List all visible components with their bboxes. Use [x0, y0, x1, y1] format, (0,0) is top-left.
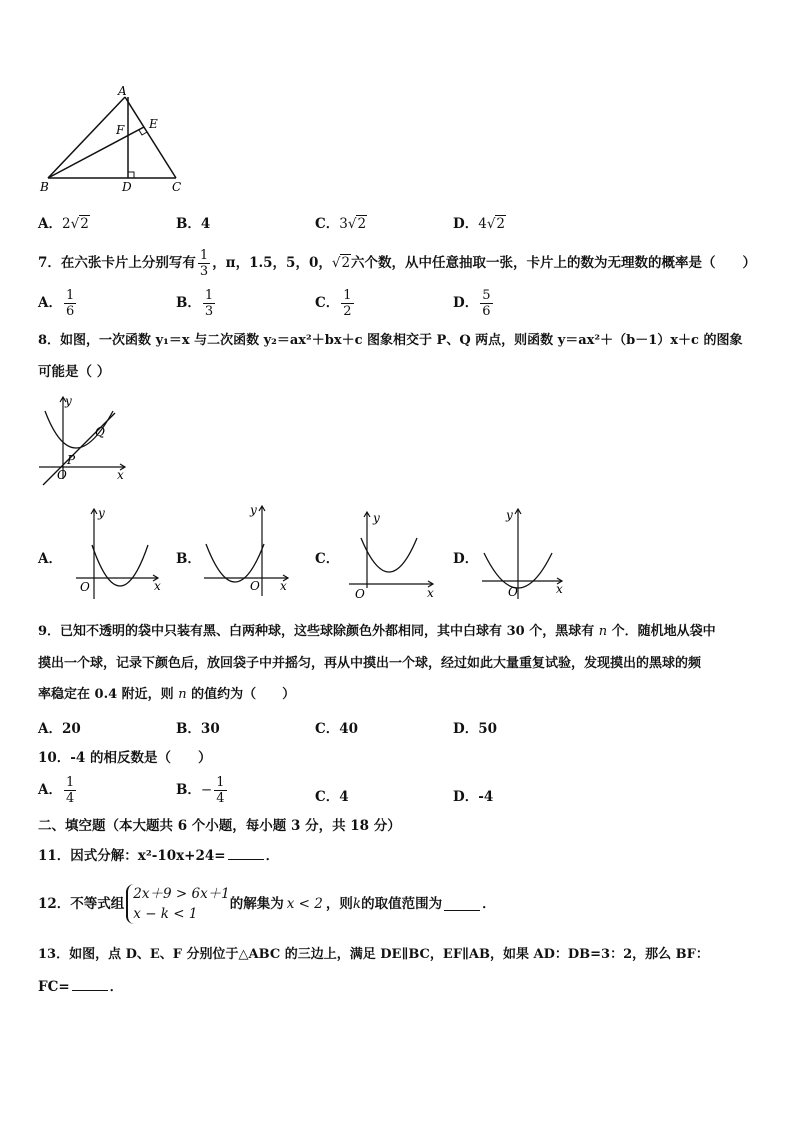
option-label: B． [176, 216, 201, 232]
label-o: O [250, 579, 260, 593]
label-q: Q [95, 425, 105, 439]
q7-option-b[interactable] [176, 288, 217, 319]
radical-coef: 2 [61, 216, 71, 232]
q8-option-d-graph[interactable] [478, 505, 578, 605]
q10-option-c[interactable] [315, 785, 349, 805]
label-y: y [506, 508, 513, 522]
frac-num: 1 [65, 775, 75, 790]
inequality-1: 2x＋9 > 6x＋1 [133, 886, 230, 902]
frac-den: 3 [199, 264, 209, 279]
label-d: D [122, 180, 132, 194]
option-label: D． [453, 721, 479, 737]
q7-suffix: 六个数，从中任意抽取一张，卡片上的数为无理数的概率是（ ） [351, 255, 757, 271]
answer-blank[interactable] [72, 978, 108, 991]
parabola [206, 544, 264, 582]
radical-coef: 3 [339, 216, 348, 232]
q13-text: FC= [38, 979, 70, 995]
frac-num: 1 [204, 288, 214, 303]
option-value: 30 [200, 721, 220, 737]
label-y: y [98, 506, 105, 520]
side-ab [48, 97, 125, 178]
option-fraction [480, 288, 492, 319]
q7-middle: ，π，1.5，5，0， [212, 255, 332, 271]
label-o: O [508, 585, 518, 599]
q7-option-d[interactable] [453, 288, 495, 319]
frac-den: 3 [204, 304, 214, 319]
radicand: 2 [341, 255, 351, 271]
label-y: y [65, 394, 72, 408]
q12-text: 12．不等式组 [38, 896, 125, 912]
section-heading-fill-in: 二、填空题（本大题共 6 个小题，每小题 3 分，共 18 分） [38, 818, 401, 834]
label-o: O [80, 580, 90, 594]
q9-option-b[interactable] [176, 717, 220, 737]
q9-text: 个．随机地从袋中 [607, 624, 716, 639]
option-fraction [341, 288, 353, 319]
label-b: B [40, 180, 49, 194]
option-label: C． [315, 295, 340, 311]
variable-n: n [178, 687, 187, 702]
q8-figure [35, 393, 135, 488]
label-a: A [118, 85, 127, 98]
q12-text: ，则 [325, 896, 353, 912]
option-value: 20 [61, 721, 81, 737]
right-angle-mark-d [128, 172, 134, 178]
frac-num: 1 [343, 288, 352, 303]
option-label: A． [38, 782, 62, 798]
label-o: O [355, 587, 365, 601]
radicand: 2 [80, 216, 89, 232]
variable-n: n [598, 624, 608, 639]
option-fraction [203, 288, 215, 319]
q6-option-c[interactable]: C．3√2 [315, 216, 367, 232]
option-label: B． [176, 295, 201, 311]
label-x: x [280, 579, 287, 593]
q12-stem [38, 884, 496, 924]
fraction-one-third [198, 248, 210, 279]
q10-stem: 10．-4 的相反数是（ ） [38, 750, 212, 766]
parabola [92, 545, 148, 586]
label-x: x [556, 582, 563, 596]
frac-den: 6 [482, 304, 491, 319]
q7-option-a[interactable] [38, 288, 78, 319]
q11-text: 11．因式分解：x²-10x+24= [38, 848, 226, 864]
label-o: O [57, 468, 67, 482]
option-fraction [64, 288, 76, 319]
q9-option-a[interactable] [38, 717, 81, 737]
q9-option-c[interactable] [315, 717, 358, 737]
segment-be [48, 127, 144, 178]
line-y1 [43, 413, 115, 485]
q10-option-d[interactable] [453, 785, 493, 805]
inequality-system [126, 884, 229, 924]
radical-coef: 4 [478, 216, 487, 232]
frac-den: 6 [65, 304, 75, 319]
label-c: C [172, 180, 182, 194]
q10-option-b[interactable] [176, 775, 229, 806]
q8-option-b-label[interactable]: B． [176, 551, 201, 567]
option-label: A． [38, 295, 62, 311]
option-value: 50 [478, 721, 498, 737]
option-label: D． [453, 789, 479, 805]
variable-k: k [352, 896, 362, 912]
q7-prefix: 7．在六张卡片上分别写有 [38, 255, 196, 271]
label-x: x [427, 586, 434, 600]
frac-num: 1 [199, 248, 209, 263]
q8-option-a-graph[interactable] [72, 505, 172, 605]
side-ac [125, 97, 176, 178]
option-value: 40 [339, 721, 359, 737]
q9-stem-line1 [38, 622, 716, 642]
frac-den: 4 [65, 791, 75, 806]
q8-option-b-graph[interactable] [200, 502, 300, 602]
answer-blank[interactable] [444, 898, 480, 911]
frac-den: 2 [343, 304, 352, 319]
q8-option-c-graph[interactable] [345, 508, 445, 608]
minus-sign: − [200, 782, 213, 798]
option-value: 4 [200, 216, 211, 232]
q6-option-d[interactable]: D．4√2 [453, 216, 506, 232]
option-fraction [214, 775, 226, 806]
q9-text: 9．已知不透明的袋中只装有黑、白两种球，这些球除颜色外都相同，其中白球有 30 个，黑球有 [38, 624, 599, 639]
q8-stem-line1: 8．如图，一次函数 y₁＝x 与二次函数 y₂＝ax²＋bx＋c 图象相交于 P、Q 两点，则函数 y＝ax²＋（b－1）x＋c 的图象 [38, 333, 743, 348]
q7-option-c[interactable] [315, 288, 356, 319]
option-label: B． [176, 782, 201, 798]
label-y: y [250, 503, 257, 517]
q9-text: 率稳定在 0.4 附近，则 [38, 687, 179, 702]
option-label: A． [38, 721, 62, 737]
label-x: x [154, 579, 161, 593]
label-y: y [373, 511, 380, 525]
q12-text: 的解集为 [229, 896, 284, 912]
q12-text: 的取值范围为 [361, 896, 443, 912]
q9-text: 的值约为（ ） [186, 687, 296, 702]
option-label: D． [453, 295, 479, 311]
q10-option-a[interactable] [38, 775, 78, 806]
q6-option-a[interactable]: A．2√2 [38, 216, 89, 232]
inequality-2: x − k < 1 [133, 906, 198, 922]
option-label: A． [38, 216, 62, 232]
option-label: C． [315, 721, 340, 737]
q8-option-c-label[interactable]: C． [315, 551, 340, 567]
q9-stem-line3 [38, 685, 295, 705]
q9-option-d[interactable] [453, 717, 497, 737]
q13-stem-line2 [38, 977, 123, 997]
q7-stem: 7．在六张卡片上分别写有 $\frac{1}{3}$ ，π，1.5，5，0，√2六个数，从中任意抽取一张，卡片上的数为无理数的概率是（ ） [38, 248, 757, 279]
q13-end: ． [109, 979, 124, 995]
q9-stem-line2: 摸出一个球，记录下颜色后，放回袋子中并摇匀，再从中摸出一个球，经过如此大量重复试验，发现摸出的黑球的频 [38, 656, 702, 671]
option-label: C． [315, 789, 340, 805]
radicand: 2 [357, 216, 367, 232]
radicand: 2 [496, 216, 506, 232]
parabola [361, 538, 417, 572]
q11-end: ． [265, 848, 280, 864]
frac-num: 1 [216, 775, 225, 790]
frac-num: 5 [482, 288, 491, 303]
answer-blank[interactable] [228, 847, 264, 860]
q13-stem-line1: 13．如图，点 D、E、F 分别位于△ABC 的三边上，满足 DE∥BC，EF∥AB，如果 AD：DB=3：2，那么 BF： [38, 947, 709, 962]
option-label: B． [176, 721, 201, 737]
label-x: x [117, 468, 124, 482]
option-fraction [64, 775, 76, 806]
option-label: C． [315, 216, 340, 232]
solution-set: x < 2 [286, 896, 323, 912]
frac-den: 4 [216, 791, 225, 806]
option-value: -4 [478, 789, 494, 805]
q6-option-b[interactable] [176, 212, 210, 232]
q8-stem-line2: 可能是（ ） [38, 364, 111, 380]
option-label: D． [453, 216, 479, 232]
triangle-figure [38, 85, 188, 195]
option-value: 4 [339, 789, 349, 805]
label-p: P [67, 453, 76, 467]
frac-num: 1 [65, 288, 75, 303]
q8-option-d-label[interactable]: D． [453, 551, 479, 567]
label-e: E [149, 117, 158, 131]
label-f: F [116, 123, 125, 137]
q8-option-a-label[interactable]: A． [38, 551, 62, 567]
q11-stem [38, 846, 279, 866]
q12-end: ． [482, 896, 496, 912]
